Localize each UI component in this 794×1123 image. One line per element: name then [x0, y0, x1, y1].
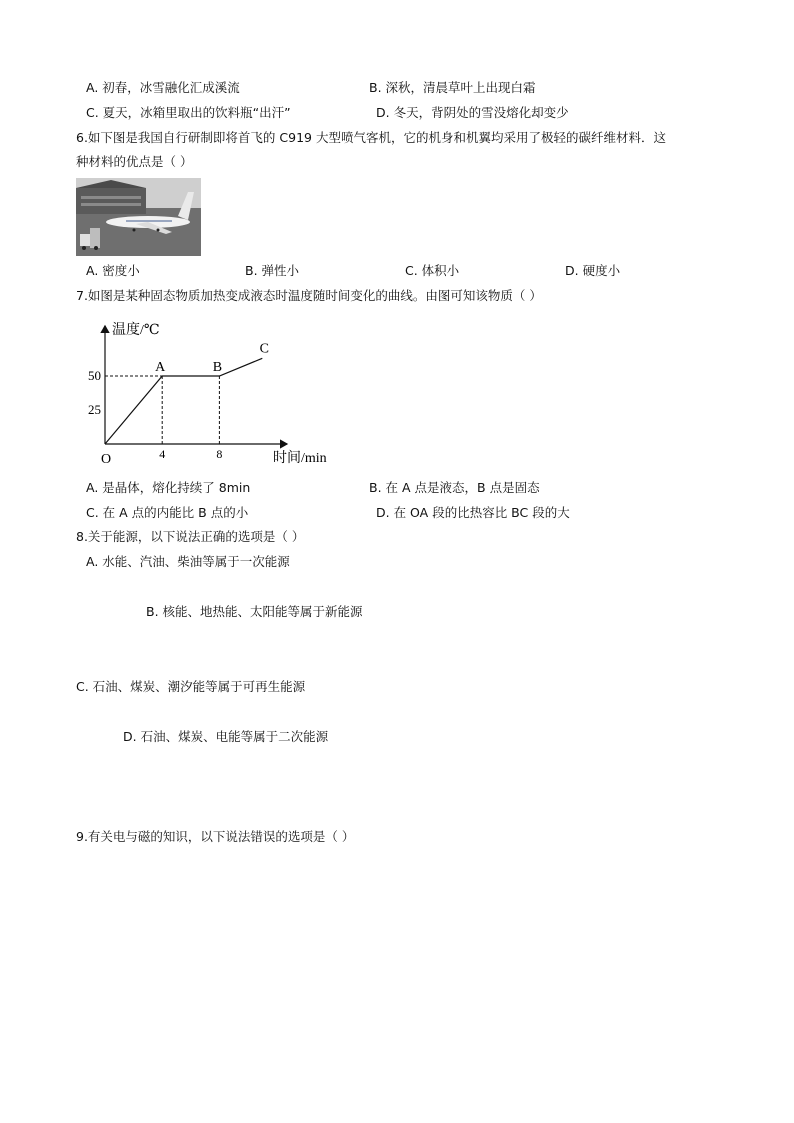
x-tick-label-4: 4	[159, 447, 166, 461]
q7-option-d: D. 在 OA 段的比热容比 BC 段的大	[376, 505, 570, 520]
q6-stem-line1: 6.如下图是我国自行研制即将首飞的 C919 大型喷气客机，它的机身和机翼均采用了极轻的碳纤维材料．这	[76, 130, 666, 145]
y-tick-label-25: 25	[88, 402, 101, 417]
point-label-b: B	[212, 360, 223, 375]
temperature-time-chart	[84, 318, 344, 468]
q8-option-d: D. 石油、煤炭、电能等属于二次能源	[123, 729, 329, 744]
q7-option-c: C. 在 A 点的内能比 B 点的小	[86, 505, 249, 520]
q6-option-d: D. 硬度小	[565, 263, 621, 278]
airplane-illustration	[76, 178, 201, 256]
point-label-c: C	[259, 341, 269, 357]
q5-option-b: B. 深秋，清晨草叶上出现白霜	[369, 80, 536, 95]
q8-stem: 8.关于能源，以下说法正确的选项是（ ）	[76, 529, 305, 544]
q6-option-c: C. 体积小	[405, 263, 460, 278]
q8-option-c: C. 石油、煤炭、潮汐能等属于可再生能源	[76, 679, 306, 694]
q5-option-c: C. 夏天，冰箱里取出的饮料瓶“出汗”	[86, 105, 291, 120]
q9-stem: 9.有关电与磁的知识，以下说法错误的选项是（ ）	[76, 829, 355, 844]
q5-option-d: D. 冬天，背阴处的雪没熔化却变少	[376, 105, 569, 120]
q6-option-a: A. 密度小	[86, 263, 140, 278]
q7-option-a: A. 是晶体，熔化持续了 8min	[86, 480, 251, 495]
x-tick-label-8: 8	[216, 447, 223, 461]
temperature-curve	[105, 358, 262, 444]
q8-option-a: A. 水能、汽油、柴油等属于一次能源	[86, 554, 290, 569]
q6-stem-line2: 种材料的优点是（ ）	[76, 154, 193, 169]
q5-option-a: A. 初春，冰雪融化汇成溪流	[86, 80, 240, 95]
x-axis-label: 时间/min	[273, 451, 327, 466]
y-axis-label: 温度/℃	[112, 323, 160, 338]
airplane-photo	[76, 178, 201, 256]
q6-option-b: B. 弹性小	[245, 263, 300, 278]
q7-stem: 7.如图是某种固态物质加热变成液态时温度随时间变化的曲线。由图可知该物质（ ）	[76, 288, 542, 303]
q8-option-b: B. 核能、地热能、太阳能等属于新能源	[146, 604, 363, 619]
origin-label: O	[101, 452, 112, 467]
y-tick-label-50: 50	[88, 368, 101, 383]
point-label-a: A	[155, 360, 166, 375]
q7-option-b: B. 在 A 点是液态，B 点是固态	[369, 480, 540, 495]
